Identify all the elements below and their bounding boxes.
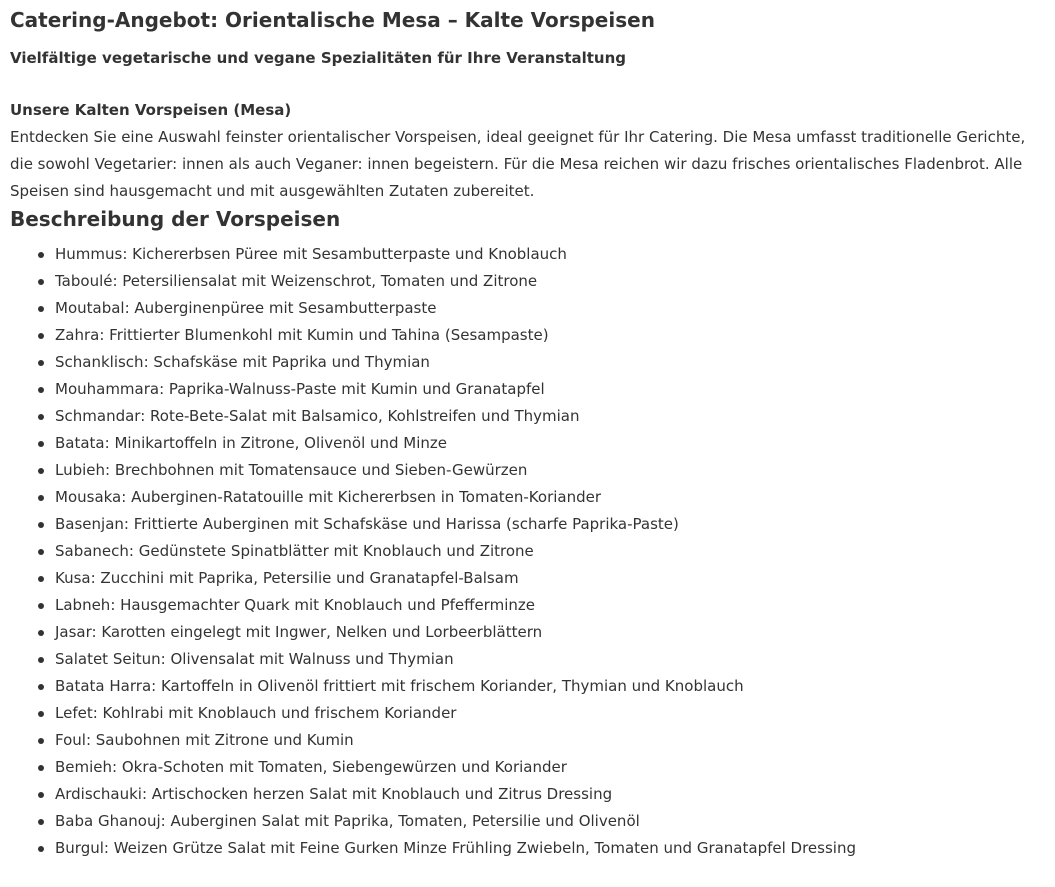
page-subtitle: Vielfältige vegetarische und vegane Spezialitäten für Ihre Veranstaltung: [10, 49, 627, 67]
dish-text: Mousaka: Auberginen-Ratatouille mit Kichererbsen in Tomaten-Koriander: [55, 488, 602, 506]
dish-text: Hummus: Kichererbsen Püree mit Sesambutterpaste und Knoblauch: [55, 245, 567, 263]
dish-text: Ardischauki: Artischocken herzen Salat mit Knoblauch und Zitrus Dressing: [55, 785, 613, 803]
bullet-icon: [38, 387, 44, 393]
bullet-icon: [38, 360, 44, 366]
bullet-icon: [38, 306, 44, 312]
dish-text: Basenjan: Frittierte Auberginen mit Schafskäse und Harissa (scharfe Paprika-Paste): [55, 515, 679, 533]
bullet-icon: [38, 846, 44, 852]
section-heading: Unsere Kalten Vorspeisen (Mesa): [10, 101, 292, 119]
bullet-icon: [38, 549, 44, 555]
page-title: Catering-Angebot: Orientalische Mesa – Kalte Vorspeisen: [10, 8, 655, 32]
bullet-icon: [38, 684, 44, 690]
dish-text: Sabanech: Gedünstete Spinatblätter mit Knoblauch und Zitrone: [55, 542, 534, 560]
dish-text: Moutabal: Auberginenpüree mit Sesambutterpaste: [55, 299, 437, 317]
bullet-icon: [38, 576, 44, 582]
list-item: [55, 457, 1045, 484]
bullet-icon: [38, 738, 44, 744]
dish-text: Batata: Minikartoffeln in Zitrone, Olivenöl und Minze: [55, 434, 448, 452]
list-item: [55, 295, 1045, 322]
list-item: [55, 727, 1045, 754]
dish-text: Lubieh: Brechbohnen mit Tomatensauce und Sieben-Gewürzen: [55, 461, 528, 479]
list-item: [55, 430, 1045, 457]
dish-text: Labneh: Hausgemachter Quark mit Knoblauch und Pfefferminze: [55, 596, 535, 614]
list-item: [55, 511, 1045, 538]
list-item: [55, 808, 1045, 835]
bullet-icon: [38, 819, 44, 825]
bullet-icon: [38, 279, 44, 285]
list-item: [55, 673, 1045, 700]
dish-text: Mouhammara: Paprika-Walnuss-Paste mit Kumin und Granatapfel: [55, 380, 545, 398]
list-item: [55, 484, 1045, 511]
list-item: [55, 592, 1045, 619]
bullet-icon: [38, 765, 44, 771]
bullet-icon: [38, 495, 44, 501]
dish-text: Bemieh: Okra-Schoten mit Tomaten, Siebengewürzen und Koriander: [55, 758, 567, 776]
dish-text: Taboulé: Petersiliensalat mit Weizenschrot, Tomaten und Zitrone: [55, 272, 538, 290]
dish-text: Jasar: Karotten eingelegt mit Ingwer, Nelken und Lorbeerblättern: [55, 623, 543, 641]
list-item: [55, 781, 1045, 808]
dish-text: Salatet Seitun: Olivensalat mit Walnuss und Thymian: [55, 650, 454, 668]
bullet-icon: [38, 522, 44, 528]
dish-text: Foul: Saubohnen mit Zitrone und Kumin: [55, 731, 354, 749]
list-item: [55, 646, 1045, 673]
list-item: [55, 322, 1045, 349]
bullet-icon: [38, 468, 44, 474]
list-item: [55, 619, 1045, 646]
list-item: [55, 268, 1045, 295]
bullet-icon: [38, 711, 44, 717]
bullet-icon: [38, 252, 44, 258]
dish-text: Kusa: Zucchini mit Paprika, Petersilie und Granatapfel-Balsam: [55, 569, 519, 587]
dish-text: Schmandar: Rote-Bete-Salat mit Balsamico, Kohlstreifen und Thymian: [55, 407, 580, 425]
bullet-icon: [38, 414, 44, 420]
bullet-icon: [38, 792, 44, 798]
bullet-icon: [38, 441, 44, 447]
dish-list: [10, 241, 1045, 862]
list-item: [55, 376, 1045, 403]
dish-text: Zahra: Frittierter Blumenkohl mit Kumin und Tahina (Sesampaste): [55, 326, 549, 344]
dish-text: Schanklisch: Schafskäse mit Paprika und Thymian: [55, 353, 430, 371]
bullet-icon: [38, 630, 44, 636]
list-item: [55, 835, 1045, 862]
dish-text: Burgul: Weizen Grütze Salat mit Feine Gurken Minze Frühling Zwiebeln, Tomaten und Granatapfel Dressing: [55, 839, 856, 857]
list-item: [55, 754, 1045, 781]
list-item: [55, 538, 1045, 565]
list-item: [55, 403, 1045, 430]
bullet-icon: [38, 603, 44, 609]
bullet-icon: [38, 333, 44, 339]
bullet-icon: [38, 657, 44, 663]
list-item: [55, 349, 1045, 376]
dish-text: Baba Ghanouj: Auberginen Salat mit Paprika, Tomaten, Petersilie und Olivenöl: [55, 812, 640, 830]
dish-text: Lefet: Kohlrabi mit Knoblauch und frischem Koriander: [55, 704, 457, 722]
description-heading: Beschreibung der Vorspeisen: [10, 207, 341, 231]
list-item: [55, 565, 1045, 592]
dish-text: Batata Harra: Kartoffeln in Olivenöl frittiert mit frischem Koriander, Thymian und Knoblauch: [55, 677, 744, 695]
list-item: [55, 241, 1045, 268]
intro-paragraph: Entdecken Sie eine Auswahl feinster orientalischer Vorspeisen, ideal geeignet für Ihr Catering. Die Mesa umfasst traditionelle Gerichte, die sowohl Vegetarier: innen als auch Veganer: innen begeistern. Für die Mesa reichen wir dazu frisches orientalisches Fladenbrot. Alle Speisen sind hausgemacht und mit ausgewählten Zutaten zubereitet.: [10, 128, 1026, 200]
list-item: [55, 700, 1045, 727]
